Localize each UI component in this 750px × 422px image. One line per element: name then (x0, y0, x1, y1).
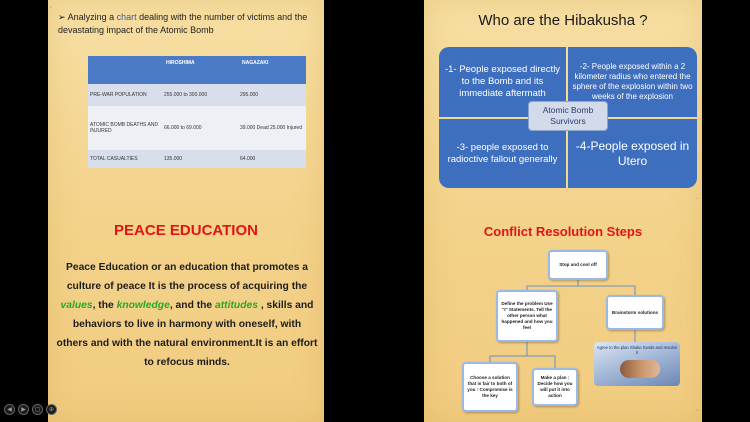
atomic-bomb-survivors-label: Atomic Bomb Survivors (528, 101, 608, 131)
quadrant-direct-exposure: -1- People exposed directly to the Bomb and its immediate aftermath (439, 47, 566, 117)
quadrant-radius-exposure: -2- People exposed within a 2 kilometer radius who entered the sphere of the explosion within two weeks of the explosion (568, 47, 697, 117)
zoom-icon[interactable]: ⊕ (46, 404, 57, 415)
handshake-image (594, 342, 680, 386)
prev-icon[interactable]: ◀ (4, 404, 15, 415)
step-define-problem: Define the problem Use "I" Statements. Tell the other person what happened and how you feel (496, 290, 558, 342)
step-stop-cool-off: Stop and cool off (548, 250, 608, 280)
connector-stop-brainstorm (578, 286, 635, 295)
quadrant-utero-exposure: -4-People exposed in Utero (568, 119, 697, 188)
handshake-icon (620, 360, 660, 378)
connector-define-choose (490, 342, 527, 362)
next-icon[interactable]: ▶ (18, 404, 29, 415)
table-header-hiroshima: HIROSHIMA (162, 56, 238, 84)
chart-link[interactable]: chart (116, 12, 137, 22)
conflict-resolution-title: Conflict Resolution Steps (483, 224, 643, 239)
bullet-icon: ➢ (58, 12, 66, 22)
player-controls (4, 404, 57, 415)
peace-education-body: Peace Education or an education that promotes a culture of peace It is the process of acquiring the values, the knowledge, and the attitudes , skills and behaviors to live in harmony with oneself, with others and with the natural environment.It is an effort to refocus minds. (56, 262, 318, 368)
step-brainstorm: Brainstorm solutions (606, 295, 664, 330)
connector-define-plan (527, 356, 555, 368)
slide-left (48, 0, 324, 422)
table-header-nagazaki: NAGAZAKI (238, 56, 306, 84)
step-make-plan: Make a plan : Decide how you will put it into action (532, 368, 578, 406)
fullscreen-icon[interactable]: ▢ (32, 404, 43, 415)
chart-intro: ➢ Analyzing a chart dealing with the number of victims and the devastating impact of the Atomic Bomb (58, 12, 308, 35)
table-header-empty (88, 56, 162, 84)
connector-stop-define (527, 280, 578, 290)
slide-marker: ▫ (696, 196, 698, 202)
casualties-table (88, 56, 306, 168)
step-choose-solution: Choose a solution that is fair to both of you : Compromise is the key (462, 362, 518, 412)
table-row: TOTAL CASUALTIES 135.000 64.000 (88, 150, 306, 168)
table-row: PRE-WAR POPULATION 255.000 to 300.000 295.000 (88, 84, 306, 106)
slide-marker: ▫ (50, 5, 52, 11)
quadrant-fallout-exposure: -3- people exposed to radioctive fallout generally (439, 119, 566, 188)
table-row: ATOMIC BOMB DEATHS AND INJURED 66.000 to 69.000 39.000 Dead 25.000 Injured (88, 106, 306, 150)
peace-education-title: PEACE EDUCATION (114, 222, 258, 239)
hibakusha-title: Who are the Hibakusha ? (478, 12, 648, 29)
slide-right (424, 0, 702, 422)
step-agree-plan: Agree to the plan Shake hands and resolve it (596, 345, 678, 355)
slide-marker: ▫ (696, 408, 698, 414)
